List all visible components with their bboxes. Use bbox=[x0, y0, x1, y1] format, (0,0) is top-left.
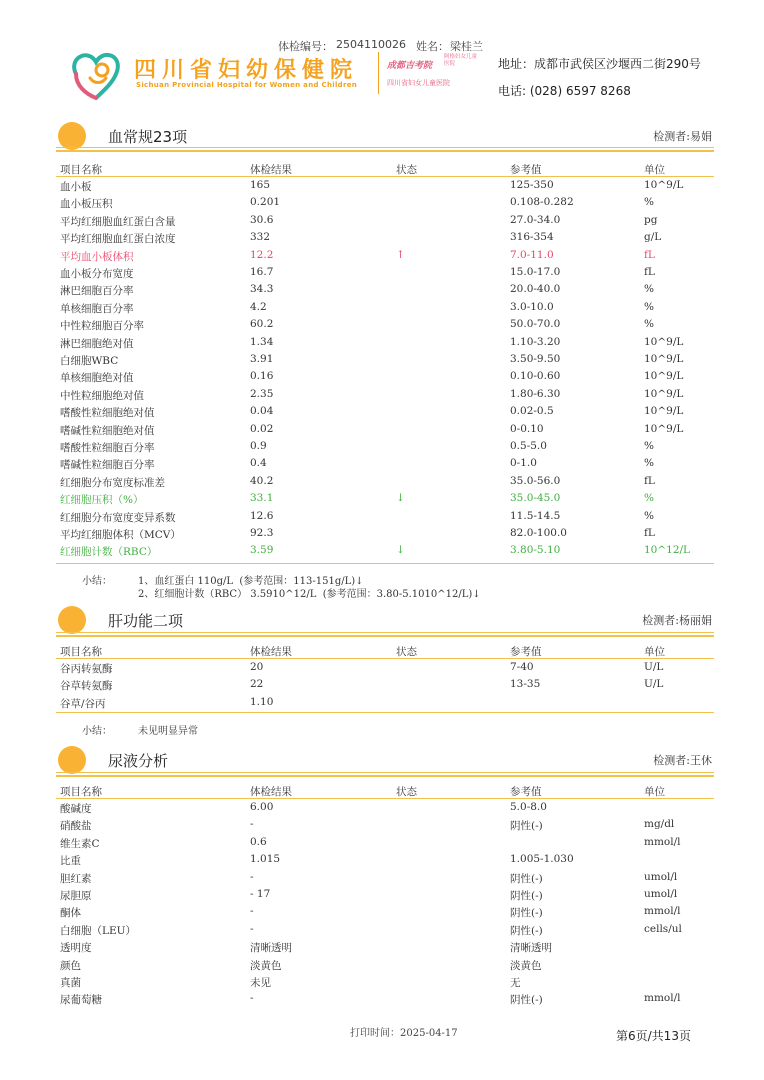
item-result: 1.10 bbox=[250, 695, 274, 708]
column-header: 参考值 bbox=[510, 646, 542, 658]
item-unit: 10^9/L bbox=[644, 353, 684, 365]
item-result: 34.3 bbox=[250, 283, 274, 296]
column-header: 体检结果 bbox=[250, 164, 292, 176]
item-result: 33.1 bbox=[250, 492, 274, 505]
item-result: 165 bbox=[250, 179, 271, 191]
item-unit: 10^9/L bbox=[644, 370, 684, 383]
table-row bbox=[56, 334, 714, 351]
item-reference: 3.80-5.10 bbox=[510, 544, 561, 557]
item-unit: cells/ul bbox=[644, 922, 682, 935]
column-header: 状态 bbox=[396, 164, 417, 176]
item-name: 血小板 bbox=[60, 181, 92, 193]
item-name: 维生素C bbox=[60, 837, 100, 850]
item-name: 中性粒细胞百分率 bbox=[60, 320, 144, 333]
item-result: 12.6 bbox=[250, 509, 274, 522]
table-row bbox=[56, 386, 714, 403]
section-tester: 检测者:王休 bbox=[653, 754, 712, 767]
item-reference: 82.0-100.0 bbox=[510, 527, 567, 539]
item-unit: U/L bbox=[644, 661, 664, 673]
divider bbox=[56, 712, 714, 713]
item-reference: 7.0-11.0 bbox=[510, 248, 554, 261]
item-reference: 0.02-0.5 bbox=[510, 405, 554, 418]
table-row bbox=[56, 490, 714, 507]
item-name: 单核细胞绝对值 bbox=[60, 372, 134, 385]
item-reference: 0.10-0.60 bbox=[510, 370, 561, 383]
summary-label: 小结： bbox=[82, 726, 112, 737]
summary-line: 1、血红蛋白 110g/L (参考范围：113-151g/L)↓ bbox=[138, 576, 364, 587]
item-reference: 3.0-10.0 bbox=[510, 300, 554, 313]
table-row bbox=[56, 212, 714, 229]
item-unit: fL bbox=[644, 474, 655, 487]
item-reference: 35.0-56.0 bbox=[510, 474, 561, 487]
item-status: ↑ bbox=[396, 248, 405, 261]
item-status: ↓ bbox=[396, 544, 405, 557]
item-unit: umol/l bbox=[644, 888, 678, 900]
item-name: 硝酸盐 bbox=[60, 820, 92, 833]
item-result: 40.2 bbox=[250, 474, 274, 487]
item-reference: 3.50-9.50 bbox=[510, 353, 561, 365]
item-unit: mmol/l bbox=[644, 905, 681, 918]
item-reference: 阴性(-) bbox=[510, 994, 543, 1007]
table-row bbox=[56, 676, 714, 693]
item-name: 胆红素 bbox=[60, 872, 92, 885]
exam-number: 2504110026 bbox=[336, 38, 406, 51]
item-unit: 10^9/L bbox=[644, 405, 684, 418]
item-reference: 阴性(-) bbox=[510, 890, 543, 902]
item-unit: umol/l bbox=[644, 870, 678, 883]
item-reference: 阴性(-) bbox=[510, 907, 543, 920]
item-name: 嗜酸性粒细胞绝对值 bbox=[60, 407, 155, 420]
item-name: 尿葡萄糖 bbox=[60, 994, 102, 1007]
table-row bbox=[56, 799, 714, 816]
column-header: 单位 bbox=[644, 164, 665, 176]
section-tester: 检测者:杨丽娟 bbox=[642, 614, 712, 627]
item-name: 谷丙转氨酶 bbox=[60, 663, 113, 675]
item-result: 0.4 bbox=[250, 457, 267, 470]
hospital-english-name: Sichuan Provincial Hospital for Women and Children bbox=[136, 81, 358, 89]
item-reference: 阴性(-) bbox=[510, 872, 543, 885]
item-reference: 淡黄色 bbox=[510, 959, 542, 972]
item-unit: 10^9/L bbox=[644, 335, 684, 348]
section-title: 血常规23项 bbox=[108, 128, 188, 146]
item-name: 嗜酸性粒细胞百分率 bbox=[60, 442, 155, 454]
hospital-name: 四川省妇幼保健院 bbox=[134, 58, 359, 83]
item-unit: % bbox=[644, 509, 654, 522]
item-name: 中性粒细胞绝对值 bbox=[60, 389, 144, 402]
item-result: 1.34 bbox=[250, 335, 274, 348]
table-row bbox=[56, 973, 714, 990]
section-marker-icon bbox=[58, 606, 86, 634]
item-result: 16.7 bbox=[250, 266, 274, 278]
item-unit: % bbox=[644, 492, 654, 505]
section-title: 尿液分析 bbox=[108, 752, 169, 770]
divider bbox=[56, 147, 714, 148]
item-reference: 20.0-40.0 bbox=[510, 283, 561, 296]
table-row bbox=[56, 938, 714, 955]
item-name: 白细胞（LEU） bbox=[60, 924, 136, 937]
table-row bbox=[56, 659, 714, 676]
item-unit: pg bbox=[644, 213, 658, 226]
item-name: 淋巴细胞百分率 bbox=[60, 285, 134, 298]
item-unit: g/L bbox=[644, 231, 662, 244]
item-name: 真菌 bbox=[60, 977, 81, 989]
item-result: 0.02 bbox=[250, 422, 274, 435]
item-name: 嗜碱性粒细胞百分率 bbox=[60, 459, 155, 472]
item-name: 血小板分布宽度 bbox=[60, 268, 134, 280]
item-result: 332 bbox=[250, 231, 271, 244]
table-row bbox=[56, 281, 714, 298]
item-name: 酮体 bbox=[60, 907, 81, 920]
item-result: 0.16 bbox=[250, 370, 274, 383]
print-time: 打印时间：2025-04-17 bbox=[350, 1028, 458, 1039]
item-reference: 316-354 bbox=[510, 231, 554, 244]
item-reference: 50.0-70.0 bbox=[510, 318, 561, 331]
exam-number-label: 体检编号： bbox=[278, 40, 333, 53]
item-unit: U/L bbox=[644, 678, 664, 691]
table-header bbox=[56, 642, 714, 658]
table-row bbox=[56, 229, 714, 246]
hospital-address: 地址：成都市武侯区沙堰西二街290号 bbox=[498, 57, 701, 71]
column-header: 单位 bbox=[644, 786, 665, 798]
item-name: 谷草/谷丙 bbox=[60, 697, 106, 710]
hospital-logo-icon bbox=[66, 44, 126, 102]
item-result: - 17 bbox=[250, 888, 271, 900]
item-reference: 1.80-6.30 bbox=[510, 387, 561, 400]
item-unit: % bbox=[644, 318, 654, 331]
table-row bbox=[56, 525, 714, 542]
summary-line: 2、红细胞计数（RBC） 3.5910^12/L (参考范围：3.80-5.1010^12/L)↓ bbox=[138, 589, 481, 600]
column-header: 项目名称 bbox=[60, 786, 102, 798]
item-result: 6.00 bbox=[250, 801, 274, 813]
item-unit: % bbox=[644, 457, 654, 470]
table-row bbox=[56, 403, 714, 420]
table-row bbox=[56, 834, 714, 851]
item-name: 淋巴细胞绝对值 bbox=[60, 337, 134, 350]
table-header bbox=[56, 782, 714, 798]
item-reference: 0.5-5.0 bbox=[510, 440, 547, 452]
item-name: 平均红细胞体积（MCV） bbox=[60, 529, 181, 541]
table-row bbox=[56, 351, 714, 368]
item-result: 4.2 bbox=[250, 300, 267, 313]
table-row bbox=[56, 903, 714, 920]
item-reference: 35.0-45.0 bbox=[510, 492, 561, 505]
table-row bbox=[56, 177, 714, 194]
column-header: 项目名称 bbox=[60, 646, 102, 658]
item-reference: 0.108-0.282 bbox=[510, 196, 574, 209]
item-result: 淡黄色 bbox=[250, 959, 282, 972]
item-unit: % bbox=[644, 440, 654, 452]
table-row bbox=[56, 921, 714, 938]
item-name: 红细胞分布宽度变异系数 bbox=[60, 511, 176, 524]
table-row bbox=[56, 886, 714, 903]
item-result: - bbox=[250, 992, 254, 1005]
table-row bbox=[56, 194, 714, 211]
item-result: 20 bbox=[250, 661, 264, 673]
item-result: 0.201 bbox=[250, 196, 281, 209]
divider bbox=[56, 563, 714, 564]
table-row bbox=[56, 264, 714, 281]
item-unit: fL bbox=[644, 266, 655, 278]
item-name: 红细胞计数（RBC） bbox=[60, 546, 158, 559]
table-row bbox=[56, 542, 714, 559]
patient-name-label: 姓名： bbox=[416, 40, 449, 53]
item-name: 谷草转氨酶 bbox=[60, 680, 113, 693]
item-result: - bbox=[250, 870, 254, 883]
column-header: 单位 bbox=[644, 646, 665, 658]
item-unit: 10^12/L bbox=[644, 544, 691, 557]
item-unit: 10^9/L bbox=[644, 422, 684, 435]
divider bbox=[56, 772, 714, 773]
item-result: 0.6 bbox=[250, 835, 267, 848]
item-unit: mmol/l bbox=[644, 992, 681, 1005]
item-result: - bbox=[250, 818, 254, 831]
item-result: - bbox=[250, 922, 254, 935]
divider bbox=[56, 632, 714, 633]
item-reference: 阴性(-) bbox=[510, 924, 543, 937]
item-reference: 无 bbox=[510, 977, 521, 989]
item-unit: mg/dl bbox=[644, 818, 675, 831]
item-result: - bbox=[250, 905, 254, 918]
column-header: 体检结果 bbox=[250, 786, 292, 798]
item-result: 0.04 bbox=[250, 405, 274, 418]
item-reference: 13-35 bbox=[510, 678, 541, 691]
item-name: 血小板压积 bbox=[60, 198, 113, 211]
table-row bbox=[56, 816, 714, 833]
table-row bbox=[56, 990, 714, 1007]
section-tester: 检测者:易娟 bbox=[653, 130, 712, 143]
column-header: 体检结果 bbox=[250, 646, 292, 658]
divider bbox=[56, 150, 714, 152]
item-result: 2.35 bbox=[250, 387, 274, 400]
item-unit: % bbox=[644, 283, 654, 296]
header-divider bbox=[378, 52, 379, 94]
column-header: 项目名称 bbox=[60, 164, 102, 176]
summary-label: 小结： bbox=[82, 576, 112, 587]
item-unit: % bbox=[644, 196, 654, 209]
item-result: 清晰透明 bbox=[250, 942, 292, 955]
divider bbox=[56, 775, 714, 777]
page-number: 第6页/共13页 bbox=[616, 1029, 691, 1043]
divider bbox=[56, 635, 714, 637]
item-name: 酸碱度 bbox=[60, 803, 92, 815]
item-reference: 阴性(-) bbox=[510, 820, 543, 833]
item-result: 22 bbox=[250, 678, 264, 691]
item-result: 0.9 bbox=[250, 440, 267, 452]
item-name: 比重 bbox=[60, 855, 81, 868]
item-reference: 125-350 bbox=[510, 179, 554, 191]
item-name: 透明度 bbox=[60, 942, 92, 955]
item-name: 嗜碱性粒细胞绝对值 bbox=[60, 424, 155, 437]
item-reference: 1.10-3.20 bbox=[510, 335, 561, 348]
column-header: 参考值 bbox=[510, 786, 542, 798]
item-reference: 0-1.0 bbox=[510, 457, 537, 470]
column-header: 参考值 bbox=[510, 164, 542, 176]
item-name: 红细胞分布宽度标准差 bbox=[60, 476, 165, 489]
table-row bbox=[56, 956, 714, 973]
table-row bbox=[56, 851, 714, 868]
item-reference: 7-40 bbox=[510, 661, 534, 673]
item-name: 平均红细胞血红蛋白含量 bbox=[60, 215, 176, 228]
item-reference: 27.0-34.0 bbox=[510, 213, 561, 226]
table-header bbox=[56, 160, 714, 176]
item-name: 平均血小板体积 bbox=[60, 250, 134, 263]
item-result: 12.2 bbox=[250, 248, 274, 261]
affiliate-line2: 四川省妇女儿童医院 bbox=[387, 79, 450, 87]
column-header: 状态 bbox=[396, 786, 417, 798]
item-reference: 1.005-1.030 bbox=[510, 853, 574, 866]
item-status: ↓ bbox=[396, 492, 405, 505]
table-row bbox=[56, 299, 714, 316]
item-unit: fL bbox=[644, 248, 655, 261]
item-reference: 15.0-17.0 bbox=[510, 266, 561, 278]
hospital-phone: 电话: (028) 6597 8268 bbox=[498, 84, 631, 98]
item-result: 3.91 bbox=[250, 353, 274, 365]
item-reference: 0-0.10 bbox=[510, 422, 544, 435]
item-reference: 清晰透明 bbox=[510, 942, 552, 955]
section-title: 肝功能二项 bbox=[108, 612, 184, 630]
table-row bbox=[56, 421, 714, 438]
item-name: 红细胞压积（%） bbox=[60, 494, 144, 507]
item-name: 尿胆原 bbox=[60, 890, 92, 902]
item-result: 30.6 bbox=[250, 213, 274, 226]
section-marker-icon bbox=[58, 122, 86, 150]
item-unit: 10^9/L bbox=[644, 387, 684, 400]
item-reference: 5.0-8.0 bbox=[510, 801, 547, 813]
item-reference: 11.5-14.5 bbox=[510, 509, 561, 522]
affiliate-subname: 阿格妇女儿童医院 bbox=[444, 54, 478, 67]
table-row bbox=[56, 694, 714, 711]
table-row bbox=[56, 247, 714, 264]
item-unit: fL bbox=[644, 527, 655, 539]
table-row bbox=[56, 508, 714, 525]
patient-name: 梁桂兰 bbox=[450, 40, 483, 53]
table-row bbox=[56, 438, 714, 455]
summary-line: 未见明显异常 bbox=[138, 726, 198, 737]
item-unit: mmol/l bbox=[644, 835, 681, 848]
table-row bbox=[56, 455, 714, 472]
table-row bbox=[56, 368, 714, 385]
column-header: 状态 bbox=[396, 646, 417, 658]
item-result: 未见 bbox=[250, 977, 271, 989]
item-result: 3.59 bbox=[250, 544, 274, 557]
item-name: 颜色 bbox=[60, 959, 81, 972]
table-row bbox=[56, 316, 714, 333]
item-name: 单核细胞百分率 bbox=[60, 302, 134, 315]
item-unit: % bbox=[644, 300, 654, 313]
item-unit: 10^9/L bbox=[644, 179, 684, 191]
item-result: 1.015 bbox=[250, 853, 281, 866]
item-result: 92.3 bbox=[250, 527, 274, 539]
section-marker-icon bbox=[58, 746, 86, 774]
table-row bbox=[56, 869, 714, 886]
item-result: 60.2 bbox=[250, 318, 274, 331]
item-name: 白细胞WBC bbox=[60, 355, 119, 367]
affiliate-name: 成都吉考院 bbox=[387, 61, 433, 71]
item-name: 平均红细胞血红蛋白浓度 bbox=[60, 233, 176, 246]
table-row bbox=[56, 473, 714, 490]
